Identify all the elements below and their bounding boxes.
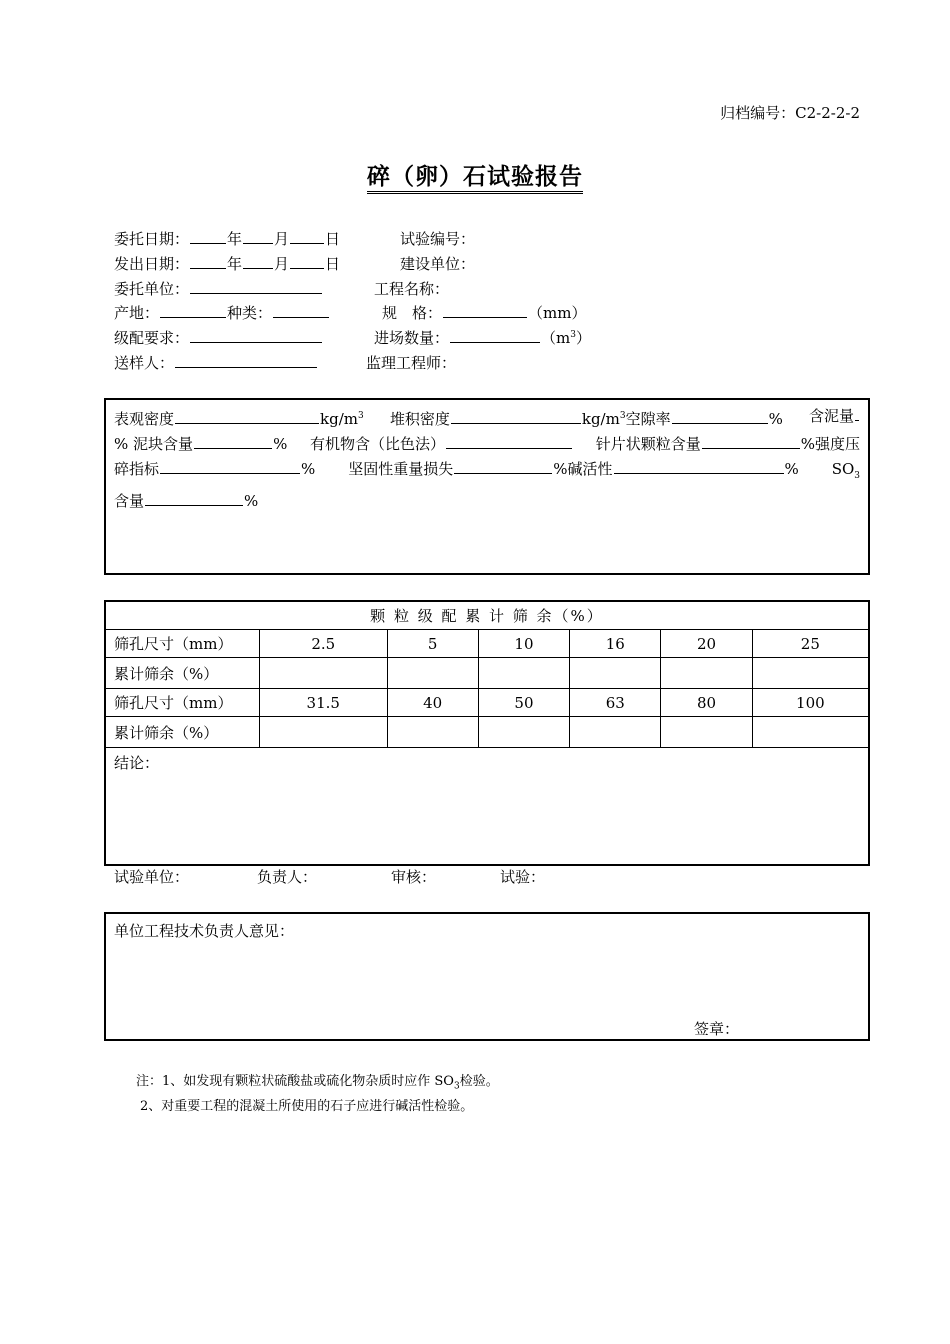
responsible-person-label: 负责人：: [257, 868, 318, 886]
sender-line: [114, 352, 318, 373]
issue-day-field[interactable]: [290, 254, 324, 269]
day-label: 日: [325, 230, 341, 248]
conclusion-label: 结论：: [114, 754, 160, 772]
residue-cell[interactable]: [752, 717, 869, 748]
percent-sign: %: [800, 435, 815, 453]
supervisor-label: 监理工程师：: [366, 354, 457, 372]
residue-cell[interactable]: [478, 717, 569, 748]
properties-row-1: [114, 404, 860, 432]
spec-field[interactable]: [443, 303, 527, 318]
so3-content-field[interactable]: [145, 491, 243, 506]
sieve-size-cell: 40: [387, 689, 478, 717]
year-label: 年: [227, 255, 243, 273]
bulk-density-label: 堆积密度: [389, 410, 450, 428]
origin-line: [114, 302, 330, 323]
soundness-label: 坚固性重量损失: [348, 460, 454, 478]
residue-cell[interactable]: [387, 658, 478, 689]
entrust-unit-line: [114, 278, 323, 299]
test-unit-label: 试验单位：: [114, 868, 190, 886]
sieve-size-cell: 50: [478, 689, 569, 717]
quantity-unit: （m: [541, 329, 571, 347]
sieve-size-cell: 31.5: [260, 689, 388, 717]
residue-cell[interactable]: [661, 717, 752, 748]
quantity-unit-close: ）: [575, 329, 591, 347]
entrust-month-field[interactable]: [243, 229, 273, 244]
grading-requirement-line: [114, 327, 323, 348]
properties-row-4: [114, 489, 860, 514]
residue-cell[interactable]: [570, 717, 661, 748]
note-1: [136, 1070, 499, 1092]
crush-index-label-part1: 强度压: [814, 435, 860, 453]
origin-field[interactable]: [160, 303, 226, 318]
month-label: 月: [274, 255, 290, 273]
clay-lump-field[interactable]: [194, 434, 272, 449]
type-label: 种类：: [227, 304, 273, 322]
note-1-suffix: 检验。: [459, 1074, 499, 1089]
table-row: [105, 630, 869, 658]
so3-subscript: 3: [854, 471, 860, 481]
issue-year-field[interactable]: [190, 254, 226, 269]
title-text: 碎（卵）石试验报告: [367, 163, 583, 194]
table-row: [105, 689, 869, 717]
residue-cell[interactable]: [478, 658, 569, 689]
grading-requirement-label: 级配要求：: [114, 329, 190, 347]
alkali-activity-label: 碱活性: [567, 460, 613, 478]
type-field[interactable]: [273, 303, 329, 318]
organic-content-field[interactable]: [446, 434, 572, 449]
quantity-line: [374, 327, 591, 348]
residue-cell[interactable]: [661, 658, 752, 689]
table-row: [105, 658, 869, 689]
spec-line: [382, 302, 586, 323]
sender-label: 送样人：: [114, 354, 175, 372]
percent-sign: %: [244, 492, 259, 510]
residue-cell[interactable]: [752, 658, 869, 689]
crush-index-label-part2: 碎指标: [114, 460, 160, 478]
flaky-particle-label: 针片状颗粒含量: [595, 435, 701, 453]
sieve-size-cell: 25: [752, 630, 869, 658]
opinion-label: 单位工程技术负责人意见：: [114, 922, 295, 940]
sender-field[interactable]: [175, 353, 317, 368]
unit-kgm-sup: 3: [357, 411, 364, 421]
issue-month-field[interactable]: [243, 254, 273, 269]
apparent-density-label: 表观密度: [114, 410, 175, 428]
project-name-label: 工程名称：: [374, 280, 450, 298]
day-label: 日: [325, 255, 341, 273]
grading-requirement-field[interactable]: [190, 328, 322, 343]
year-label: 年: [227, 230, 243, 248]
sieve-size-cell: 16: [570, 630, 661, 658]
unit-kgm: kg/m: [320, 410, 358, 428]
organic-content-label: 有机物含（比色法）: [310, 435, 446, 453]
table-row: [105, 717, 869, 748]
sieve-size-label: 筛孔尺寸（mm）: [105, 630, 260, 658]
so3-content-label: 含量: [114, 492, 145, 510]
entrust-unit-label: 委托单位：: [114, 280, 190, 298]
mud-content-label: 含泥量: [808, 407, 854, 425]
conclusion-cell[interactable]: [105, 748, 869, 866]
grading-table: [104, 600, 870, 866]
spec-unit: （mm）: [528, 304, 587, 322]
void-ratio-label: 空隙率: [625, 410, 671, 428]
residue-cell[interactable]: [570, 658, 661, 689]
entrust-date-line: [114, 228, 340, 249]
entrust-year-field[interactable]: [190, 229, 226, 244]
issue-date-label: 发出日期：: [114, 255, 190, 273]
note-1-text: 注：1、如发现有颗粒状硫酸盐或硫化物杂质时应作 SO: [136, 1074, 454, 1089]
opinion-box[interactable]: [104, 912, 870, 1041]
origin-label: 产地：: [114, 304, 160, 322]
sieve-size-cell: 5: [387, 630, 478, 658]
properties-row-2: [114, 432, 860, 457]
sieve-size-cell: 63: [570, 689, 661, 717]
residue-cell[interactable]: [387, 717, 478, 748]
grading-caption: 颗 粒 级 配 累 计 筛 余（%）: [105, 601, 869, 630]
note-1-subscript: 3: [453, 1081, 460, 1092]
issue-date-line: [114, 253, 340, 274]
table-row: [105, 601, 869, 630]
alkali-activity-field[interactable]: [614, 459, 784, 474]
note-2: 2、对重要工程的混凝土所使用的石子应进行碱活性检验。: [140, 1099, 474, 1114]
soundness-field[interactable]: [454, 459, 552, 474]
quantity-unit-sup: 3: [570, 330, 576, 340]
entrust-day-field[interactable]: [290, 229, 324, 244]
so3-label: SO: [831, 460, 855, 478]
residue-label: 累计筛余（%）: [105, 717, 260, 748]
flaky-particle-field[interactable]: [702, 434, 800, 449]
unit-kgm: kg/m: [581, 410, 620, 428]
table-row: [105, 748, 869, 866]
residue-label: 累计筛余（%）: [105, 658, 260, 689]
tester-label: 试验：: [500, 868, 546, 886]
entrust-date-label: 委托日期：: [114, 230, 190, 248]
entrust-unit-field[interactable]: [190, 279, 322, 294]
sieve-size-cell: 20: [661, 630, 752, 658]
properties-box: [104, 398, 870, 575]
seal-label: 签章：: [694, 1020, 740, 1038]
percent-sign: %: [553, 460, 568, 478]
sieve-size-cell: 80: [661, 689, 752, 717]
archive-number: 归档编号：C2-2-2-2: [720, 104, 860, 122]
clay-lump-label: 泥块含量: [133, 435, 194, 453]
quantity-label: 进场数量：: [374, 329, 450, 347]
percent-sign: %: [301, 460, 316, 478]
unit-kgm-sup: 3: [619, 411, 626, 421]
void-ratio-field[interactable]: [672, 409, 768, 424]
sieve-size-label: 筛孔尺寸（mm）: [105, 689, 260, 717]
properties-row-3: [114, 457, 860, 489]
percent-sign: %: [114, 435, 129, 453]
residue-cell[interactable]: [260, 658, 388, 689]
sieve-size-cell: 100: [752, 689, 869, 717]
page-title: [0, 158, 950, 191]
apparent-density-field[interactable]: [175, 409, 319, 424]
sieve-size-cell: 10: [478, 630, 569, 658]
percent-sign: %: [273, 435, 288, 453]
residue-cell[interactable]: [260, 717, 388, 748]
bulk-density-field[interactable]: [451, 409, 581, 424]
mud-content-field[interactable]: [855, 406, 859, 421]
construction-unit-label: 建设单位：: [400, 255, 476, 273]
test-number-label: 试验编号：: [400, 230, 476, 248]
reviewer-label: 审核：: [391, 868, 437, 886]
percent-sign: %: [768, 410, 783, 428]
sieve-size-cell: 2.5: [260, 630, 388, 658]
quantity-field[interactable]: [450, 328, 540, 343]
percent-sign: %: [784, 460, 799, 478]
spec-label: 规 格：: [382, 304, 443, 322]
crush-index-field[interactable]: [160, 459, 300, 474]
month-label: 月: [274, 230, 290, 248]
